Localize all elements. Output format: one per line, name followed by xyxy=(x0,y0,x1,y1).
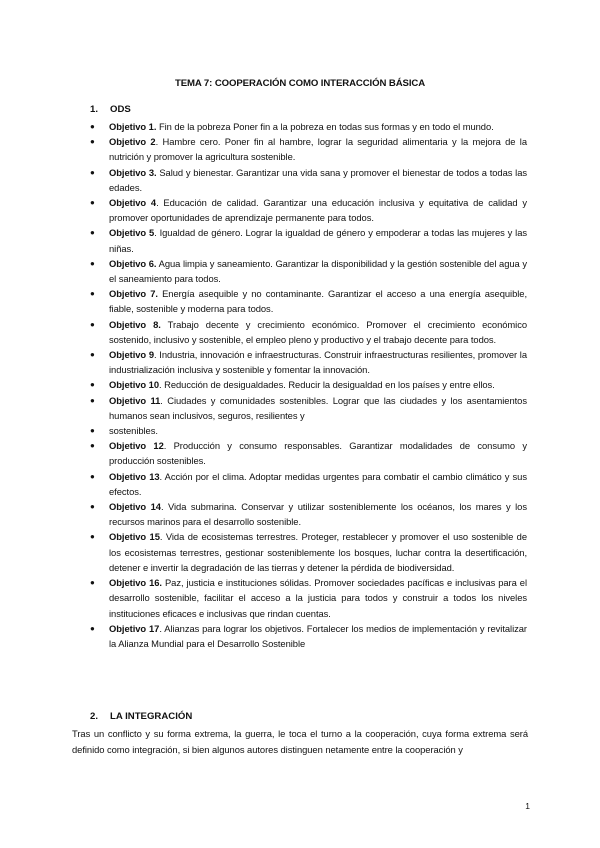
objective-text: Fin de la pobreza Poner fin a la pobreza en todas sus formas y en todo el mundo. xyxy=(156,121,494,132)
objective-label: Objetivo 9 xyxy=(109,349,154,361)
objective-text: . Igualdad de género. Lograr la igualdad de género y empoderar a todas las mujeres y las niñas. xyxy=(109,227,528,254)
bullet-icon: ● xyxy=(90,228,95,238)
objective-label: Objetivo 16. xyxy=(109,577,162,589)
objective-label: Objetivo 13 xyxy=(109,470,160,482)
bullet-icon: ● xyxy=(90,395,95,405)
objective-label: Objetivo 17 xyxy=(109,622,160,634)
bullet-icon: ● xyxy=(90,258,95,268)
objective-label: Objetivo 3. xyxy=(109,166,157,178)
list-item xyxy=(90,575,527,621)
bullet-icon: ● xyxy=(90,578,95,588)
bullet-icon: ● xyxy=(90,319,95,329)
bullet-icon: ● xyxy=(90,532,95,542)
list-item xyxy=(90,225,527,255)
objective-label: Objetivo 4 xyxy=(109,197,157,209)
objective-label: Objetivo 15 xyxy=(109,531,160,543)
body-paragraph: Tras un conflicto y su forma extrema, la guerra, le toca el turno a la cooperación, cuya forma extrema será definido como integración, si bien algunos autores distinguen netamente entre la cooperación y xyxy=(72,728,528,755)
bullet-icon: ● xyxy=(90,441,95,451)
list-item xyxy=(90,134,527,164)
section-ods-heading xyxy=(90,104,131,115)
objective-text: Paz, justicia e instituciones sólidas. Promover sociedades pacíficas e inclusivas para el desarrollo sostenible, facilitar el acceso a la justicia para todos y construir a todos los niveles instituciones eficaces e inclusivas que rindan cuentas. xyxy=(109,577,527,619)
bullet-icon: ● xyxy=(90,350,95,360)
list-item xyxy=(90,165,527,195)
section-title: LA INTEGRACIÓN xyxy=(110,711,193,722)
list-item xyxy=(90,393,527,423)
objective-text: . Hambre cero. Poner fin al hambre, lograr la seguridad alimentaria y la mejora de la nutrición y promover la agricultura sostenible. xyxy=(109,136,527,163)
objective-text: sostenibles. xyxy=(109,425,158,437)
objective-label: Objetivo 1. xyxy=(109,121,157,132)
objective-label: Objetivo 5 xyxy=(109,227,155,239)
objective-label: Objetivo 7. xyxy=(109,288,158,300)
objective-text: Salud y bienestar. Garantizar una vida sana y promover el bienestar de todos a todas las edades. xyxy=(109,166,527,193)
objective-text: . Educación de calidad. Garantizar una educación inclusiva y equitativa de calidad y promover oportunidades de aprendizaje permanente para todos. xyxy=(109,197,527,224)
objective-label: Objetivo 12 xyxy=(109,440,164,452)
list-item xyxy=(90,529,527,575)
list-item xyxy=(90,119,527,134)
objectives-list xyxy=(90,119,527,651)
objective-text: Energía asequible y no contaminante. Garantizar el acceso a una energía asequible, fiable, sostenible y moderna para todos. xyxy=(109,288,527,315)
list-item xyxy=(90,347,527,377)
objective-label: Objetivo 8. xyxy=(109,318,161,330)
objective-label: Objetivo 10 xyxy=(109,379,159,391)
objective-text: . Vida submarina. Conservar y utilizar sosteniblemente los océanos, los mares y los recursos marinos para el desarrollo sostenible. xyxy=(109,501,527,528)
section-title: ODS xyxy=(110,104,131,115)
page-number: 1 xyxy=(525,801,530,811)
objective-label: Objetivo 6. xyxy=(109,257,157,269)
objective-label: Objetivo 11 xyxy=(109,394,161,406)
list-item xyxy=(90,438,527,468)
list-item xyxy=(90,195,527,225)
document-title: TEMA 7: COOPERACIÓN COMO INTERACCIÓN BÁSICA xyxy=(174,78,426,89)
objective-text: . Acción por el clima. Adoptar medidas urgentes para combatir el cambio climático y sus efectos. xyxy=(109,470,527,497)
bullet-icon: ● xyxy=(90,289,95,299)
objective-label: Objetivo 14 xyxy=(109,501,161,513)
list-item xyxy=(90,256,527,286)
bullet-icon: ● xyxy=(90,426,95,436)
objective-text: Trabajo decente y crecimiento económico. Promover el crecimiento económico sostenido, inclusivo y sostenible, el empleo pleno y productivo y el trabajo decente para todos. xyxy=(109,318,527,345)
list-item xyxy=(90,377,527,392)
section-number: 1. xyxy=(90,104,99,115)
bullet-icon: ● xyxy=(90,623,95,633)
bullet-icon: ● xyxy=(90,137,95,147)
bullet-icon: ● xyxy=(90,122,95,131)
objective-text: . Ciudades y comunidades sostenibles. Lograr que las ciudades y los asentamientos humanos sean inclusivos, seguros, resilientes y xyxy=(109,394,527,421)
objective-label: Objetivo 2 xyxy=(109,136,156,148)
bullet-icon: ● xyxy=(90,167,95,177)
bullet-icon: ● xyxy=(90,380,95,390)
objective-text: . Producción y consumo responsables. Garantizar modalidades de consumo y producción sostenibles. xyxy=(109,440,527,467)
list-item xyxy=(90,499,527,529)
bullet-icon: ● xyxy=(90,198,95,208)
bullet-icon: ● xyxy=(90,502,95,512)
objective-text: . Vida de ecosistemas terrestres. Proteger, restablecer y promover el uso sostenible de los ecosistemas terrestres, gestionar sosteniblemente los bosques, luchar contra la desertificación, detener e invertir la degradación de las tierras y detener la pérdida de biodiversidad. xyxy=(109,531,527,573)
list-item xyxy=(90,469,527,499)
objective-text: . Reducción de desigualdades. Reducir la desigualdad en los países y entre ellos. xyxy=(159,379,495,391)
section-integracion-heading xyxy=(90,711,192,722)
bullet-icon: ● xyxy=(90,471,95,481)
list-item xyxy=(90,423,527,438)
objective-text: . Industria, innovación e infraestructuras. Construir infraestructuras resilientes, promover la industrialización inclusiva y sostenible y fomentar la innovación. xyxy=(109,349,527,376)
section-number: 2. xyxy=(90,711,99,722)
objective-text: Agua limpia y saneamiento. Garantizar la disponibilidad y la gestión sostenible del agua y el saneamiento para todos. xyxy=(109,257,527,285)
objective-text: . Alianzas para lograr los objetivos. Fortalecer los medios de implementación y revitalizar la Alianza Mundial para el Desarrollo Sostenible xyxy=(109,622,527,649)
list-item xyxy=(90,621,527,651)
list-item xyxy=(90,317,527,347)
list-item xyxy=(90,286,527,316)
